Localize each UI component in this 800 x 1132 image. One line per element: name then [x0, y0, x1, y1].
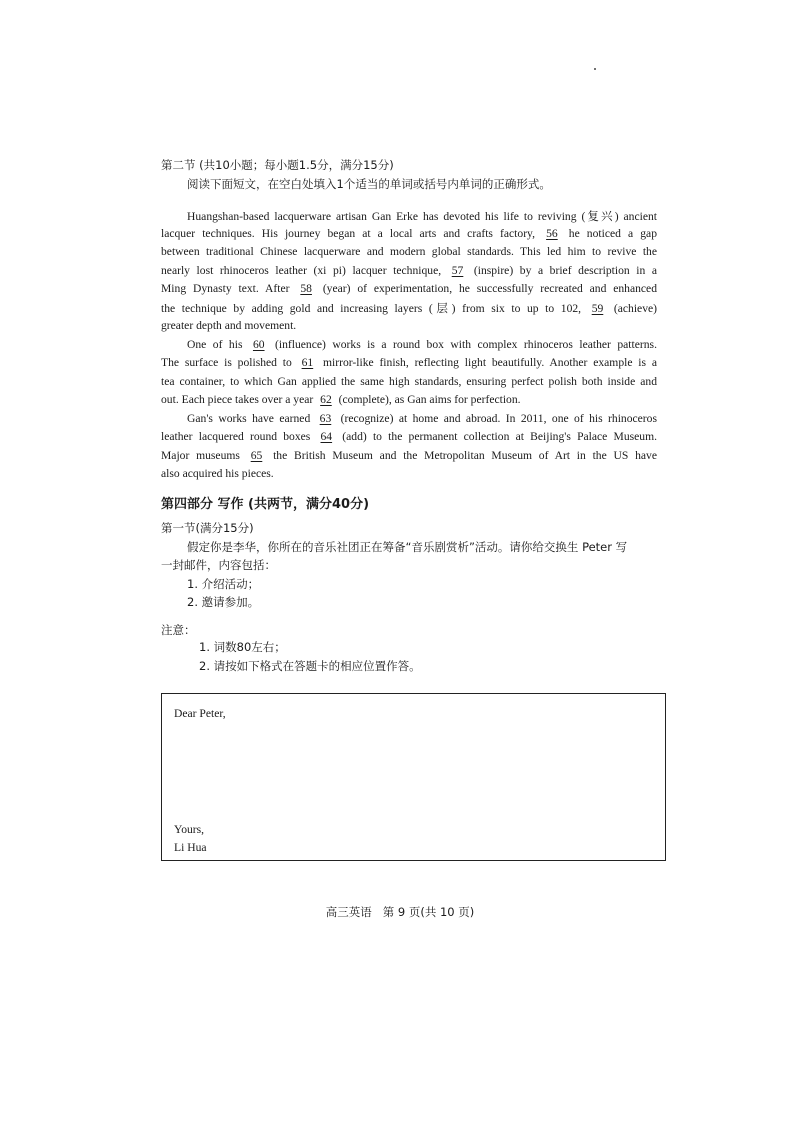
notice-item-1: 1. 词数80左右； [199, 640, 286, 654]
passage-p1-line2: lacquer techniques. His journey began at a local arts and crafts factory, 56 he noticed a gap [161, 227, 657, 240]
part-4-heading: 第四部分 写作 (共两节，满分40分) [161, 497, 370, 512]
section-2-heading: 第二节 (共10小题；每小题1.5分，满分15分) [161, 158, 394, 172]
passage-p1-line7: greater depth and movement. [161, 319, 297, 332]
passage-p3-line2: leather lacquered round boxes 64 (add) to the permanent collection at Beijing's Palace Museum. [161, 430, 657, 443]
passage-p2-line1: One of his 60 (influence) works is a round box with complex rhinoceros leather patterns. [187, 338, 657, 351]
letter-greeting: Dear Peter, [174, 707, 226, 720]
passage-p1-line5: Ming Dynasty text. After 58 (year) of experimentation, he successfully recreated and enhanced [161, 282, 658, 295]
blank-59[interactable]: 59 [591, 302, 604, 315]
blank-56[interactable]: 56 [546, 227, 558, 240]
writing-item-2: 2. 邀请参加。 [187, 595, 260, 609]
passage-p3-line3: Major museums 65 the British Museum and the Metropolitan Museum of Art in the US have [161, 449, 658, 462]
passage-p3-line1: Gan's works have earned 63 (recognize) at home and abroad. In 2011, one of his rhinoceros [187, 412, 657, 425]
passage-p2-line3: tea container, to which Gan applied the same high standards, ensuring perfect polish both inside and [161, 375, 657, 388]
blank-63[interactable]: 63 [319, 412, 332, 425]
notice-item-2: 2. 请按如下格式在答题卡的相应位置作答。 [199, 659, 421, 673]
blank-64[interactable]: 64 [320, 430, 333, 443]
passage-p1-line6: the technique by adding gold and increasing layers (层) from six to up to 102, 59 (achieve) [161, 302, 658, 315]
passage-p2-line2: The surface is polished to 61 mirror-like finish, reflecting light beautifully. Another example is a [161, 356, 657, 369]
page-footer: 高三英语 第 9 页(共 10 页) [325, 905, 475, 919]
blank-57[interactable]: 57 [451, 264, 464, 277]
passage-p3-line4: also acquired his pieces. [161, 467, 274, 480]
writing-item-1: 1. 介绍活动； [187, 577, 260, 591]
writing-prompt-line1: 假定你是李华，你所在的音乐社团正在筹备“音乐剧赏析”活动。请你给交换生 Peter 写 [187, 540, 628, 554]
letter-closing: Yours, [174, 823, 205, 836]
letter-answer-box[interactable] [161, 693, 666, 861]
blank-58[interactable]: 58 [300, 282, 312, 295]
passage-p1-line1: Huangshan-based lacquerware artisan Gan Erke has devoted his life to reviving (复兴) ancient [187, 210, 657, 223]
blank-61[interactable]: 61 [301, 356, 314, 369]
blank-65[interactable]: 65 [250, 449, 263, 462]
blank-62[interactable]: 62 [320, 393, 332, 406]
writing-prompt-line2: 一封邮件，内容包括： [161, 558, 276, 572]
passage-p1-line4: nearly lost rhinoceros leather (xi pi) lacquer technique, 57 (inspire) by a brief description in a [161, 264, 657, 277]
passage-p2-line4: out. Each piece takes over a year 62 (complete), as Gan aims for perfection. [161, 393, 521, 406]
passage-p1-line3: between traditional Chinese lacquerware and modern global standards. This led him to revive the [161, 245, 657, 258]
notice-label: 注意： [161, 623, 196, 637]
letter-signature: Li Hua [174, 841, 207, 854]
scan-speck [594, 68, 596, 70]
part-4-section-1: 第一节(满分15分) [161, 521, 254, 535]
section-2-instruction: 阅读下面短文，在空白处填入1个适当的单词或括号内单词的正确形式。 [187, 177, 551, 191]
blank-60[interactable]: 60 [252, 338, 265, 351]
